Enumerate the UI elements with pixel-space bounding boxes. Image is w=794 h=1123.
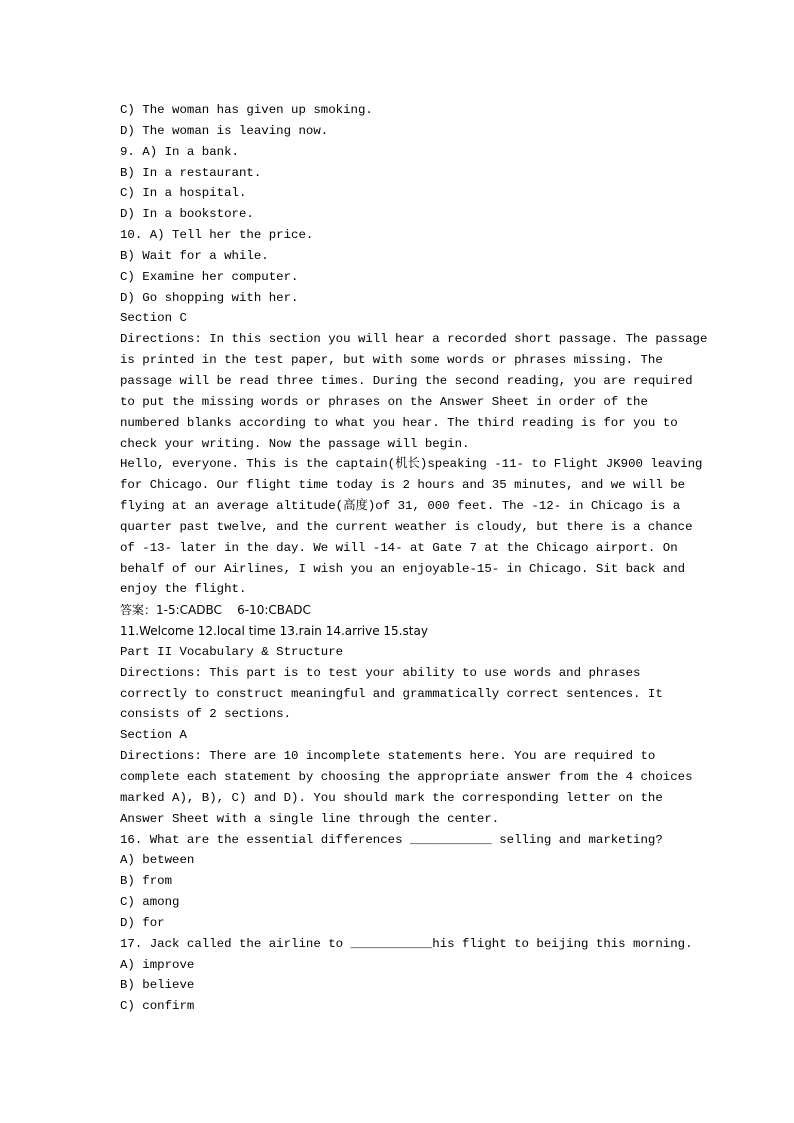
text-line: D) In a bookstore. <box>120 207 254 222</box>
directions-line: Answer Sheet with a single line through the center. <box>120 811 500 826</box>
text-line: A) between <box>120 853 195 868</box>
directions-line: Directions: This part is to test your ability to use words and phrases <box>120 665 641 680</box>
passage-line: behalf of our Airlines, I wish you an enjoyable-15- in Chicago. Sit back and <box>120 561 686 576</box>
question-10: 10. A) Tell her the price. <box>120 228 314 243</box>
passage-line: of -13- later in the day. We will -14- at Gate 7 at the Chicago airport. On <box>120 540 678 555</box>
text-line: B) from <box>120 874 173 889</box>
directions-line: correctly to construct meaningful and grammatically correct sentences. It <box>120 686 663 701</box>
directions-line: numbered blanks according to what you hear. The third reading is for you to <box>120 415 678 430</box>
passage-line: quarter past twelve, and the current weather is cloudy, but there is a chance <box>120 519 693 534</box>
question-9: 9. A) In a bank. <box>120 144 239 159</box>
directions-line: consists of 2 sections. <box>120 707 292 722</box>
question-17: 17. Jack called the airline to ___________his flight to beijing this morning. <box>120 936 693 951</box>
directions-line: to put the missing words or phrases on the Answer Sheet in order of the <box>120 394 648 409</box>
directions-line: check your writing. Now the passage will begin. <box>120 436 470 451</box>
text-line: A) improve <box>120 957 195 972</box>
text-line: D) The woman is leaving now. <box>120 123 329 138</box>
directions-line: Directions: There are 10 incomplete statements here. You are required to <box>120 749 656 764</box>
section-heading: Section C <box>120 311 187 326</box>
directions-line: is printed in the test paper, but with some words or phrases missing. The <box>120 353 663 368</box>
text-line: C) The woman has given up smoking. <box>120 103 373 117</box>
passage-line: enjoy the flight. <box>120 582 247 597</box>
text-line: D) for <box>120 915 165 930</box>
text-line: C) In a hospital. <box>120 186 247 201</box>
text-line: C) confirm <box>120 999 195 1014</box>
text-line: D) Go shopping with her. <box>120 290 299 305</box>
answer-key: 答案：1-5:CADBC 6-10:CBADC <box>120 603 311 618</box>
question-16: 16. What are the essential differences ___________ selling and marketing? <box>120 832 663 847</box>
text-line: B) In a restaurant. <box>120 165 262 180</box>
text-line: B) Wait for a while. <box>120 248 269 263</box>
section-heading: Section A <box>120 728 187 743</box>
passage-line: Hello, everyone. This is the captain(机长)speaking -11- to Flight JK900 leaving <box>120 457 703 472</box>
text-line: B) believe <box>120 978 195 993</box>
directions-line: complete each statement by choosing the appropriate answer from the 4 choices <box>120 770 693 784</box>
answer-key: 11.Welcome 12.local time 13.rain 14.arrive 15.stay <box>120 624 428 639</box>
text-line: C) Examine her computer. <box>120 269 299 284</box>
part-heading: Part II Vocabulary & Structure <box>120 644 344 659</box>
directions-line: marked A), B), C) and D). You should mark the corresponding letter on the <box>120 790 663 805</box>
text-line: C) among <box>120 895 180 910</box>
passage-line: for Chicago. Our flight time today is 2 hours and 35 minutes, and we will be <box>120 478 686 493</box>
passage-line: flying at an average altitude(高度)of 31, 000 feet. The -12- in Chicago is a <box>120 499 681 514</box>
document-page <box>120 100 708 1017</box>
directions-line: passage will be read three times. During the second reading, you are required <box>120 373 693 388</box>
directions-line: Directions: In this section you will hear a recorded short passage. The passage <box>120 332 708 347</box>
